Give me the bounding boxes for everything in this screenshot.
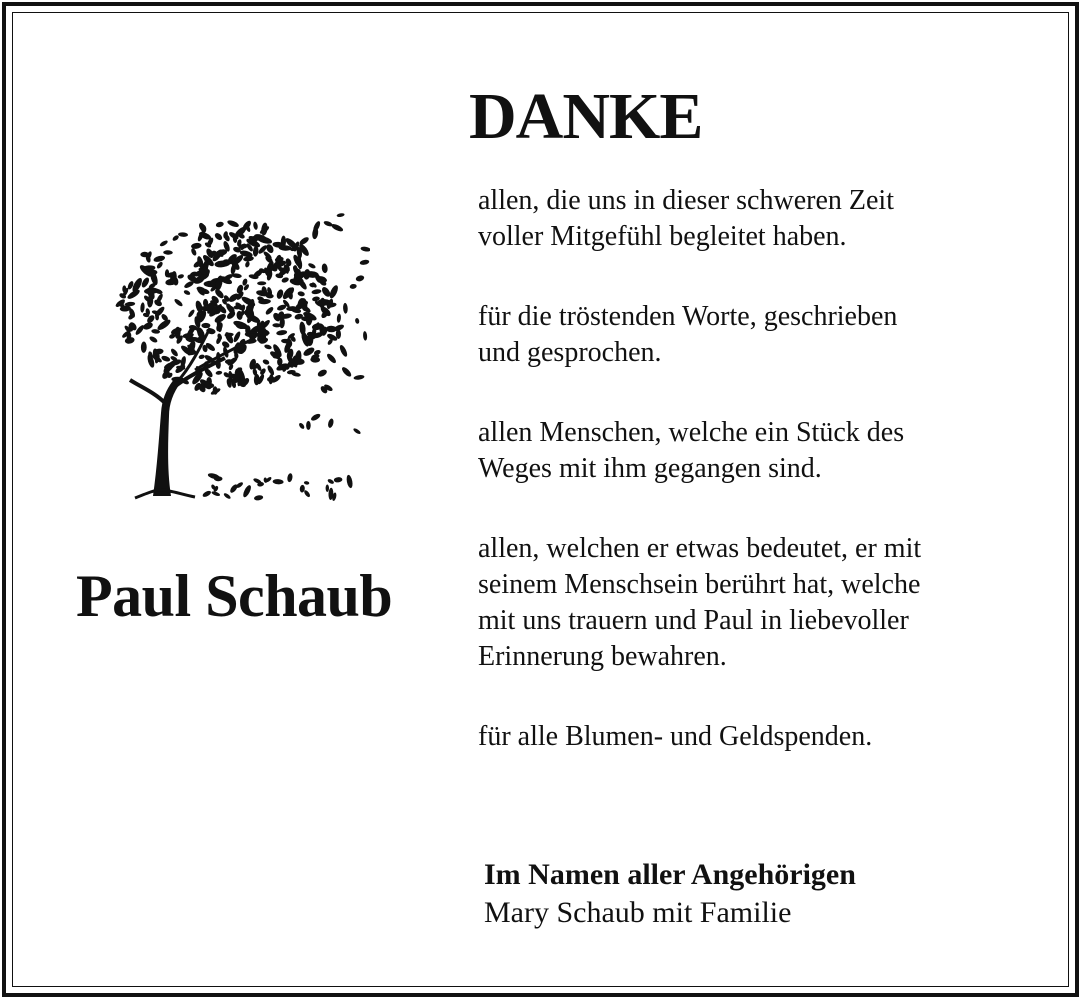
paragraph-1-line-2: voller Mitgefühl begleitet haben.	[478, 221, 847, 252]
paragraph-5-line-1: für alle Blumen- und Geldspenden.	[478, 721, 873, 752]
paragraph-2-line-2: und gesprochen.	[478, 337, 662, 368]
paragraph-4	[478, 531, 1008, 675]
paragraph-3	[478, 415, 1008, 487]
paragraph-4-line-2: seinem Menschsein berührt hat, welche	[478, 569, 921, 600]
wind-blown-tree-icon	[95, 198, 370, 503]
paragraph-4-line-1: allen, welchen er etwas bedeutet, er mit	[478, 533, 922, 564]
paragraph-5	[478, 719, 1008, 755]
signature-line-2: Mary Schaub mit Familie	[484, 896, 792, 929]
paragraph-2-line-1: für die tröstenden Worte, geschrieben	[478, 301, 898, 332]
paragraph-1-line-1: allen, die uns in dieser schweren Zeit	[478, 185, 894, 216]
deceased-name: Paul Schaub	[76, 563, 393, 629]
thanks-text	[478, 183, 1008, 755]
heading-danke: DANKE	[469, 80, 703, 153]
paragraph-4-line-3: mit uns trauern und Paul in liebevoller	[478, 605, 909, 636]
paragraph-4-line-4: Erinnerung bewahren.	[478, 641, 727, 672]
paragraph-3-line-2: Weges mit ihm gegangen sind.	[478, 453, 822, 484]
signature-block	[484, 856, 1004, 932]
signature-line-1: Im Namen aller Angehörigen	[484, 858, 856, 891]
paragraph-2	[478, 299, 1008, 371]
paragraph-1	[478, 183, 1008, 255]
paragraph-3-line-1: allen Menschen, welche ein Stück des	[478, 417, 905, 448]
